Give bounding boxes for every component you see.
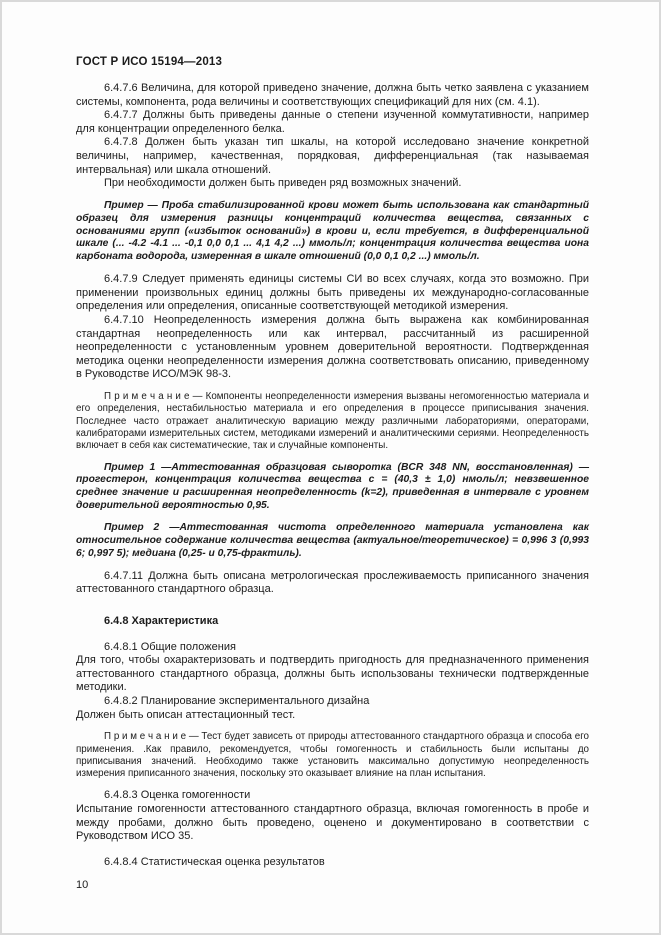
paragraph-characterization-methods: Для того, чтобы охарактеризовать и подтвердить пригодность для предназначенного применения аттестованного стандартного образца, должны быть использованы технически подтвержденные методики. <box>76 654 589 694</box>
page-content <box>2 2 659 869</box>
paragraph-possible-values: При необходимости должен быть приведен ряд возможных значений. <box>104 177 462 190</box>
paragraph-homogeneity-testing: Испытание гомогенности аттестованного стандартного образца, включая гомогенность в пробе и между пробами, должно быть проведено, оценено и документировано в соответствии с Руководством ИСО 35. <box>76 802 589 843</box>
heading-6-4-8: 6.4.8 Характеристика <box>104 615 219 628</box>
example-2-certified-purity: Пример 2 —Аттестованная чистота определенного материала установлена как относительное содержание количества вещества (актуальное/теоретическое) = 0,996 3 (0,993 6; 0,997 5); медиана (0,25- и 0,75-фрактиль). <box>76 522 589 559</box>
clause-6-4-7-8: 6.4.7.8 Должен быть указан тип шкалы, на которой исследовано значение конкретной величины, например, качественная, порядковая, дифференциальная (так называемая интервальная) или шкала отношений. <box>76 136 589 176</box>
page-number: 10 <box>76 879 89 891</box>
heading-6-4-8-2: 6.4.8.2 Планирование экспериментального дизайна <box>104 695 370 708</box>
paragraph-certification-test: Должен быть описан аттестационный тест. <box>76 708 296 721</box>
clause-6-4-7-7: 6.4.7.7 Должны быть приведены данные о степени изученной коммутативности, например для концентрации определенного белка. <box>76 109 589 135</box>
example-stabilized-blood: Пример — Проба стабилизированной крови может быть использована как стандартный образец для измерения разницы концентраций количества вещества, связанных с основаниями групп («избыток оснований») в крови и, если требуется, в дифференциальной шкале (... -4.2 -4.1 ... -0,1 0,0 0,1 ... 4,1 4,2 ...) ммоль/л; концентрация количества вещества иона карбоната водорода, измеренная в шкале отношений (0,0 0,1 0,2 ...) ммоль/л. <box>76 199 589 263</box>
heading-6-4-8-4: 6.4.8.4 Статистическая оценка результатов <box>104 855 325 868</box>
clause-6-4-7-11: 6.4.7.11 Должна быть описана метрологическая прослеживаемость приписанного значения аттестованного стандартного образца. <box>76 569 589 596</box>
note-certification-test: П р и м е ч а н и е — Тест будет зависеть от природы аттестованного стандартного образца и способа его применения. .Как правило, рекомендуется, чтобы гомогенность и стабильность были испытаны до приписывания значений. Необходимо также установить максимально допустимую неопределенность измерения приписанного значения, поскольку это оказывает влияние на план испытания. <box>76 731 589 780</box>
document-header: ГОСТ Р ИСО 15194—2013 <box>76 56 223 68</box>
clause-6-4-7-10: 6.4.7.10 Неопределенность измерения должна быть выражена как комбинированная стандартная неопределенность или как интервал, рассчитанный из расширенной неопределенности с установленным уровнем доверительной вероятности. Подтвержденная методика оценки неопределенности измерения должна соответствовать описанию, приведенному в Руководстве ИСО/МЭК 98-3. <box>76 314 589 381</box>
heading-6-4-8-3: 6.4.8.3 Оценка гомогенности <box>104 789 251 802</box>
example-1-certified-serum: Пример 1 —Аттестованная образцовая сыворотка (BCR 348 NN, восстановленная) — прогестерон, концентрация количества вещества с = (40,3 ± 1,0) нмоль/л; невзвешенное среднее значение и расширенная неопределенность (k=2), приведенная в интервале с уровнем доверительной вероятностью 0,95. <box>76 461 589 512</box>
clause-6-4-7-6: 6.4.7.6 Величина, для которой приведено значение, должна быть четко заявлена с указанием системы, компонента, рода величины и соответствующих спецификаций для них (см. 4.1). <box>76 82 589 108</box>
note-uncertainty-components: П р и м е ч а н и е — Компоненты неопределенности измерения вызваны негомогенностью материала и его определения, нестабильностью материала и его определения в процессе приписывания значения. Последнее часто отражает аналитическую вариацию между различными лабораториями, операторами, калибраторами измерительных систем, методиками измерений и аналитическими сериями. Неопределенность включает в себя как систематические, так и случайные компоненты. <box>76 391 589 452</box>
heading-6-4-8-1: 6.4.8.1 Общие положения <box>104 640 236 653</box>
clause-6-4-7-9: 6.4.7.9 Следует применять единицы системы СИ во всех случаях, когда это возможно. При применении произвольных единиц должны быть приведены их международно-согласованные определения или определения, описанные соответствующей методикой измерения. <box>76 273 589 313</box>
